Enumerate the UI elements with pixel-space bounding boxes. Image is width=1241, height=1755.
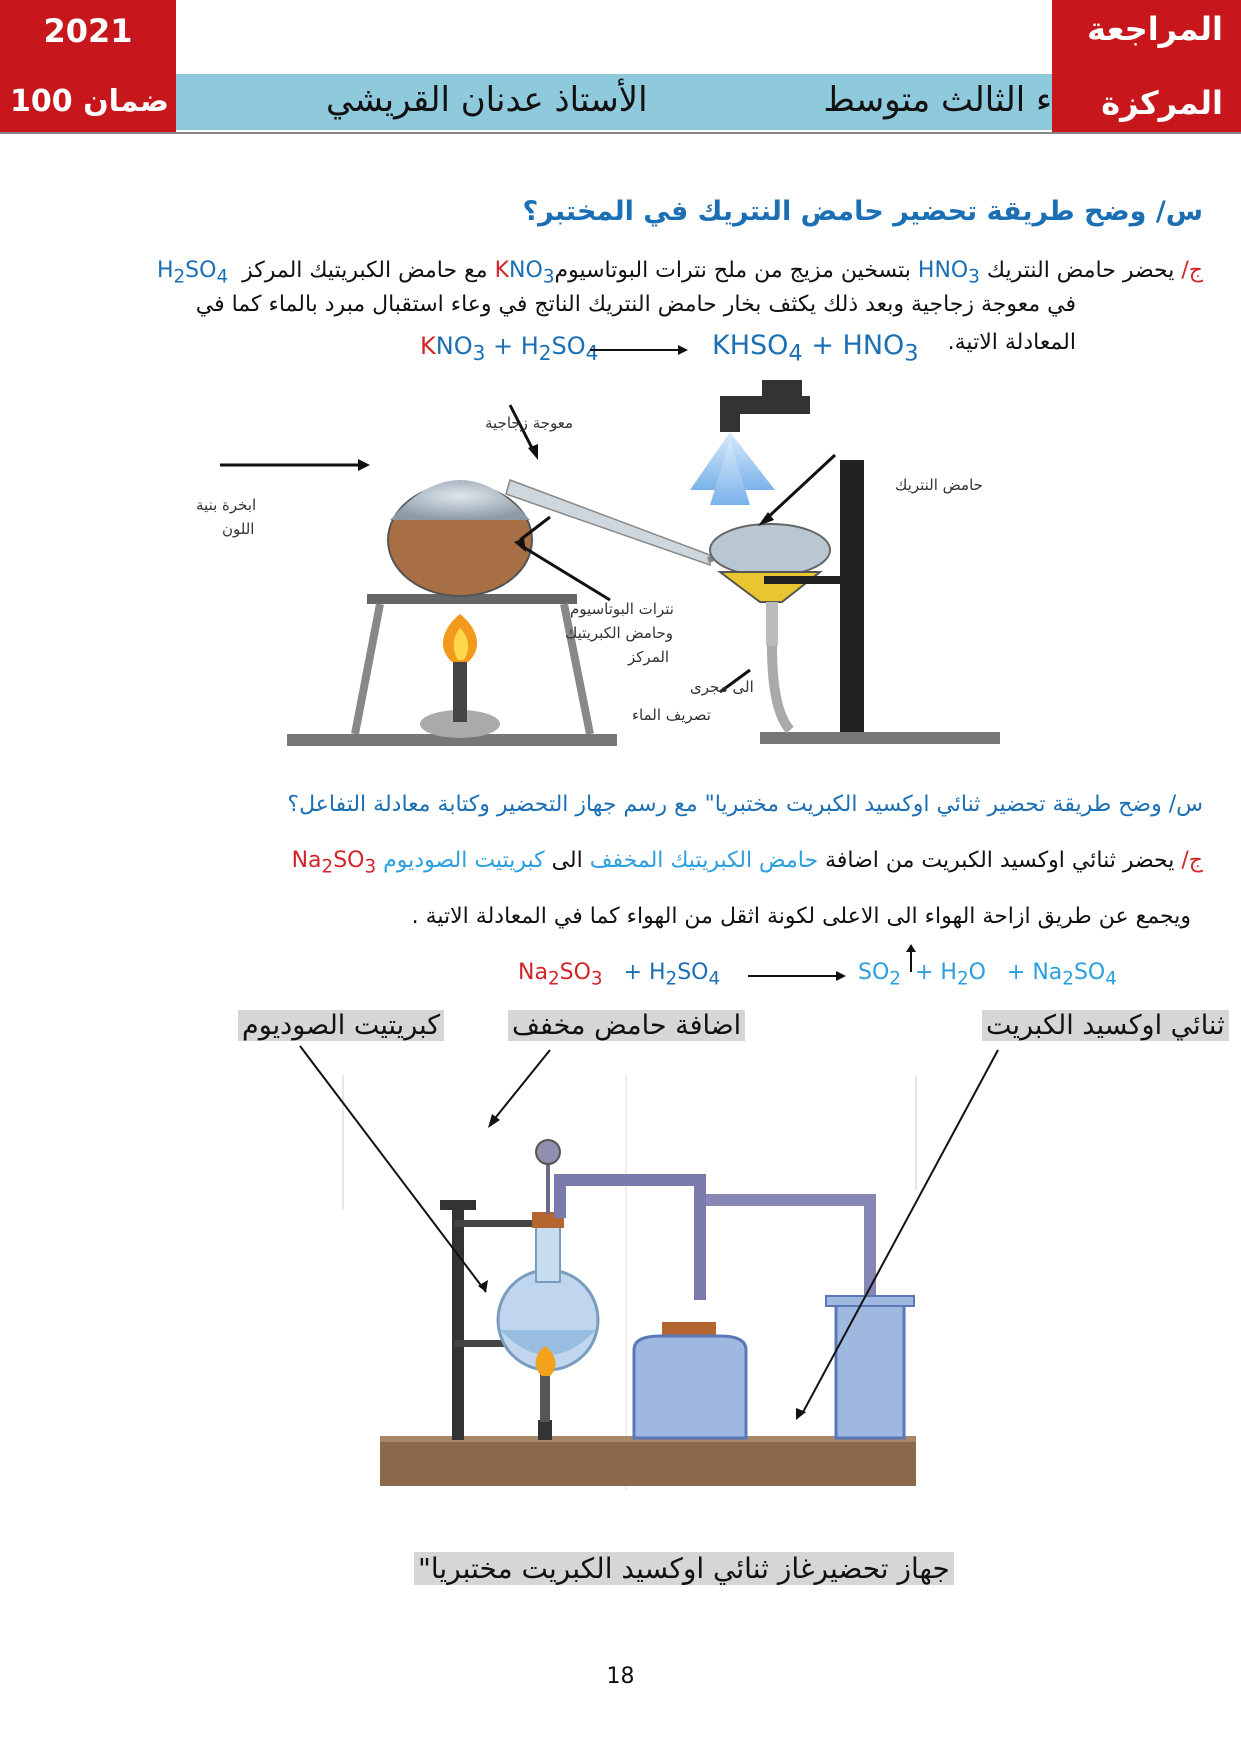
burner [540, 1370, 550, 1422]
label-reagents-2: وحامض الكبريتيك [565, 624, 673, 642]
drain-tube [772, 646, 790, 730]
review-line2: المركزة [1101, 84, 1223, 122]
label-brown-vapors-1: ابخرة بنية [196, 496, 257, 514]
answer-1-line3: المعادلة الاتية. [947, 330, 1076, 355]
page-number: 18 [606, 1664, 635, 1689]
grade-label: ء الثالث متوسط [823, 80, 1052, 120]
guarantee-label: ضمان 100 [10, 84, 170, 119]
stand-rod [452, 1208, 464, 1440]
funnel-stem [766, 602, 778, 646]
review-line1: المراجعة [1087, 10, 1223, 48]
answer-2-text-a: يحضر ثنائي اوكسيد الكبريت من اضافة [825, 848, 1175, 873]
receiving-flask [710, 524, 830, 576]
header-title-band [176, 74, 1052, 130]
gas-jar [634, 1336, 746, 1438]
gas-up-arrow [904, 944, 918, 972]
formula-hno3: $HNO_3$ [917, 258, 980, 288]
label-drain-1: الى مجرى [690, 678, 754, 696]
answer-1-line1 [157, 258, 1203, 287]
flask-neck [536, 1222, 560, 1282]
question-2: س/ وضح طريقة تحضير ثنائي اوكسيد الكبريت مختبريا" مع رسم جهاز التحضير وكتابة معادلة التفاعل؟ [287, 792, 1203, 817]
teacher-name: الأستاذ عدنان القريشي [326, 80, 648, 120]
label-drain-2: تصريف الماء [632, 706, 711, 724]
answer-2-text-d: كبريتيت الصوديوم [383, 848, 545, 873]
equation-2-arrow [748, 968, 848, 984]
figure-2-caption: جهاز تحضيرغاز ثنائي اوكسيد الكبريت مختبريا" [414, 1552, 954, 1585]
nitric-acid-apparatus-diagram [190, 380, 1040, 760]
tripod-leg-left [355, 604, 380, 734]
answer-1-text-c: مع حامض الكبريتيك المركز [242, 258, 488, 283]
stand-clamp-top [455, 1220, 535, 1227]
answer-2-line2: ويجمع عن طريق ازاحة الهواء الى الاعلى لكونة اثقل من الهواء كما في المعادلة الاتية . [411, 904, 1191, 929]
collecting-jar [836, 1304, 904, 1438]
retort-neck [506, 480, 710, 565]
answer-1-text-a: يحضر حامض النتريك [986, 258, 1175, 283]
label-dilute-acid: اضافة حامض مخفف [508, 1010, 745, 1041]
header-year-box [0, 0, 176, 134]
header-review-box [1052, 0, 1241, 134]
bench-right [760, 732, 1000, 744]
label-reagents-3: المركز [628, 648, 670, 666]
thistle-funnel [536, 1140, 560, 1164]
label-sulfur-dioxide: ثنائي اوكسيد الكبريت [982, 1010, 1229, 1041]
formula-h2so4: $H_2SO_4$ [156, 258, 229, 288]
year-label: 2021 [43, 12, 133, 50]
header-divider [0, 132, 1241, 134]
label-nitric-acid: حامض النتريك [895, 476, 983, 494]
formula-na2so3: $Na_2SO_3$ [291, 848, 377, 878]
water-spray [690, 432, 775, 505]
lab-table [380, 1440, 916, 1486]
equation-2-products: $SO_2 + H_2O + Na_2SO_4$ [858, 960, 1117, 990]
stand-clamp [764, 576, 844, 584]
answer-2-prefix: ج/ [1181, 848, 1203, 873]
answer-2-text-b: حامض الكبريتيك المخفف [589, 848, 819, 873]
label-reagents-1: نترات البوتاسيوم [570, 600, 674, 618]
equation-2: $Na_2SO_3$ + $H_2SO_4$ [518, 960, 721, 990]
label-sodium-sulfite: كبريتيت الصوديوم [238, 1010, 444, 1041]
label-retort: معوجة زجاجية [485, 414, 574, 432]
burner-tube [453, 660, 467, 722]
equation-1-arrow [590, 342, 690, 358]
tap-handle [762, 380, 802, 396]
answer-2-text-c: الى [551, 848, 583, 873]
answer-1-prefix: ج/ [1181, 258, 1203, 283]
equation-1-left: $KNO_3 + H_2SO_4$ [420, 332, 599, 365]
equation-1-right: $KHSO_4 + HNO_3$ [712, 330, 919, 367]
formula-kno3: $KNO_3$ [494, 258, 555, 288]
answer-2-line1 [292, 848, 1203, 877]
label-brown-vapors-2: اللون [222, 520, 255, 538]
answer-1-line2: في معوجة زجاجية وبعد ذلك يكثف بخار حامض النتريك الناتج في وعاء استقبال مبرد بالماء كما في [195, 292, 1076, 317]
answer-1-text-b: بتسخين مزيج من ملح نترات البوتاسيوم [554, 258, 911, 283]
question-1: س/ وضح طريقة تحضير حامض النتريك في المختبر؟ [522, 196, 1203, 227]
so2-apparatus-diagram [230, 1040, 1230, 1500]
retort-stand-rod [840, 460, 864, 732]
